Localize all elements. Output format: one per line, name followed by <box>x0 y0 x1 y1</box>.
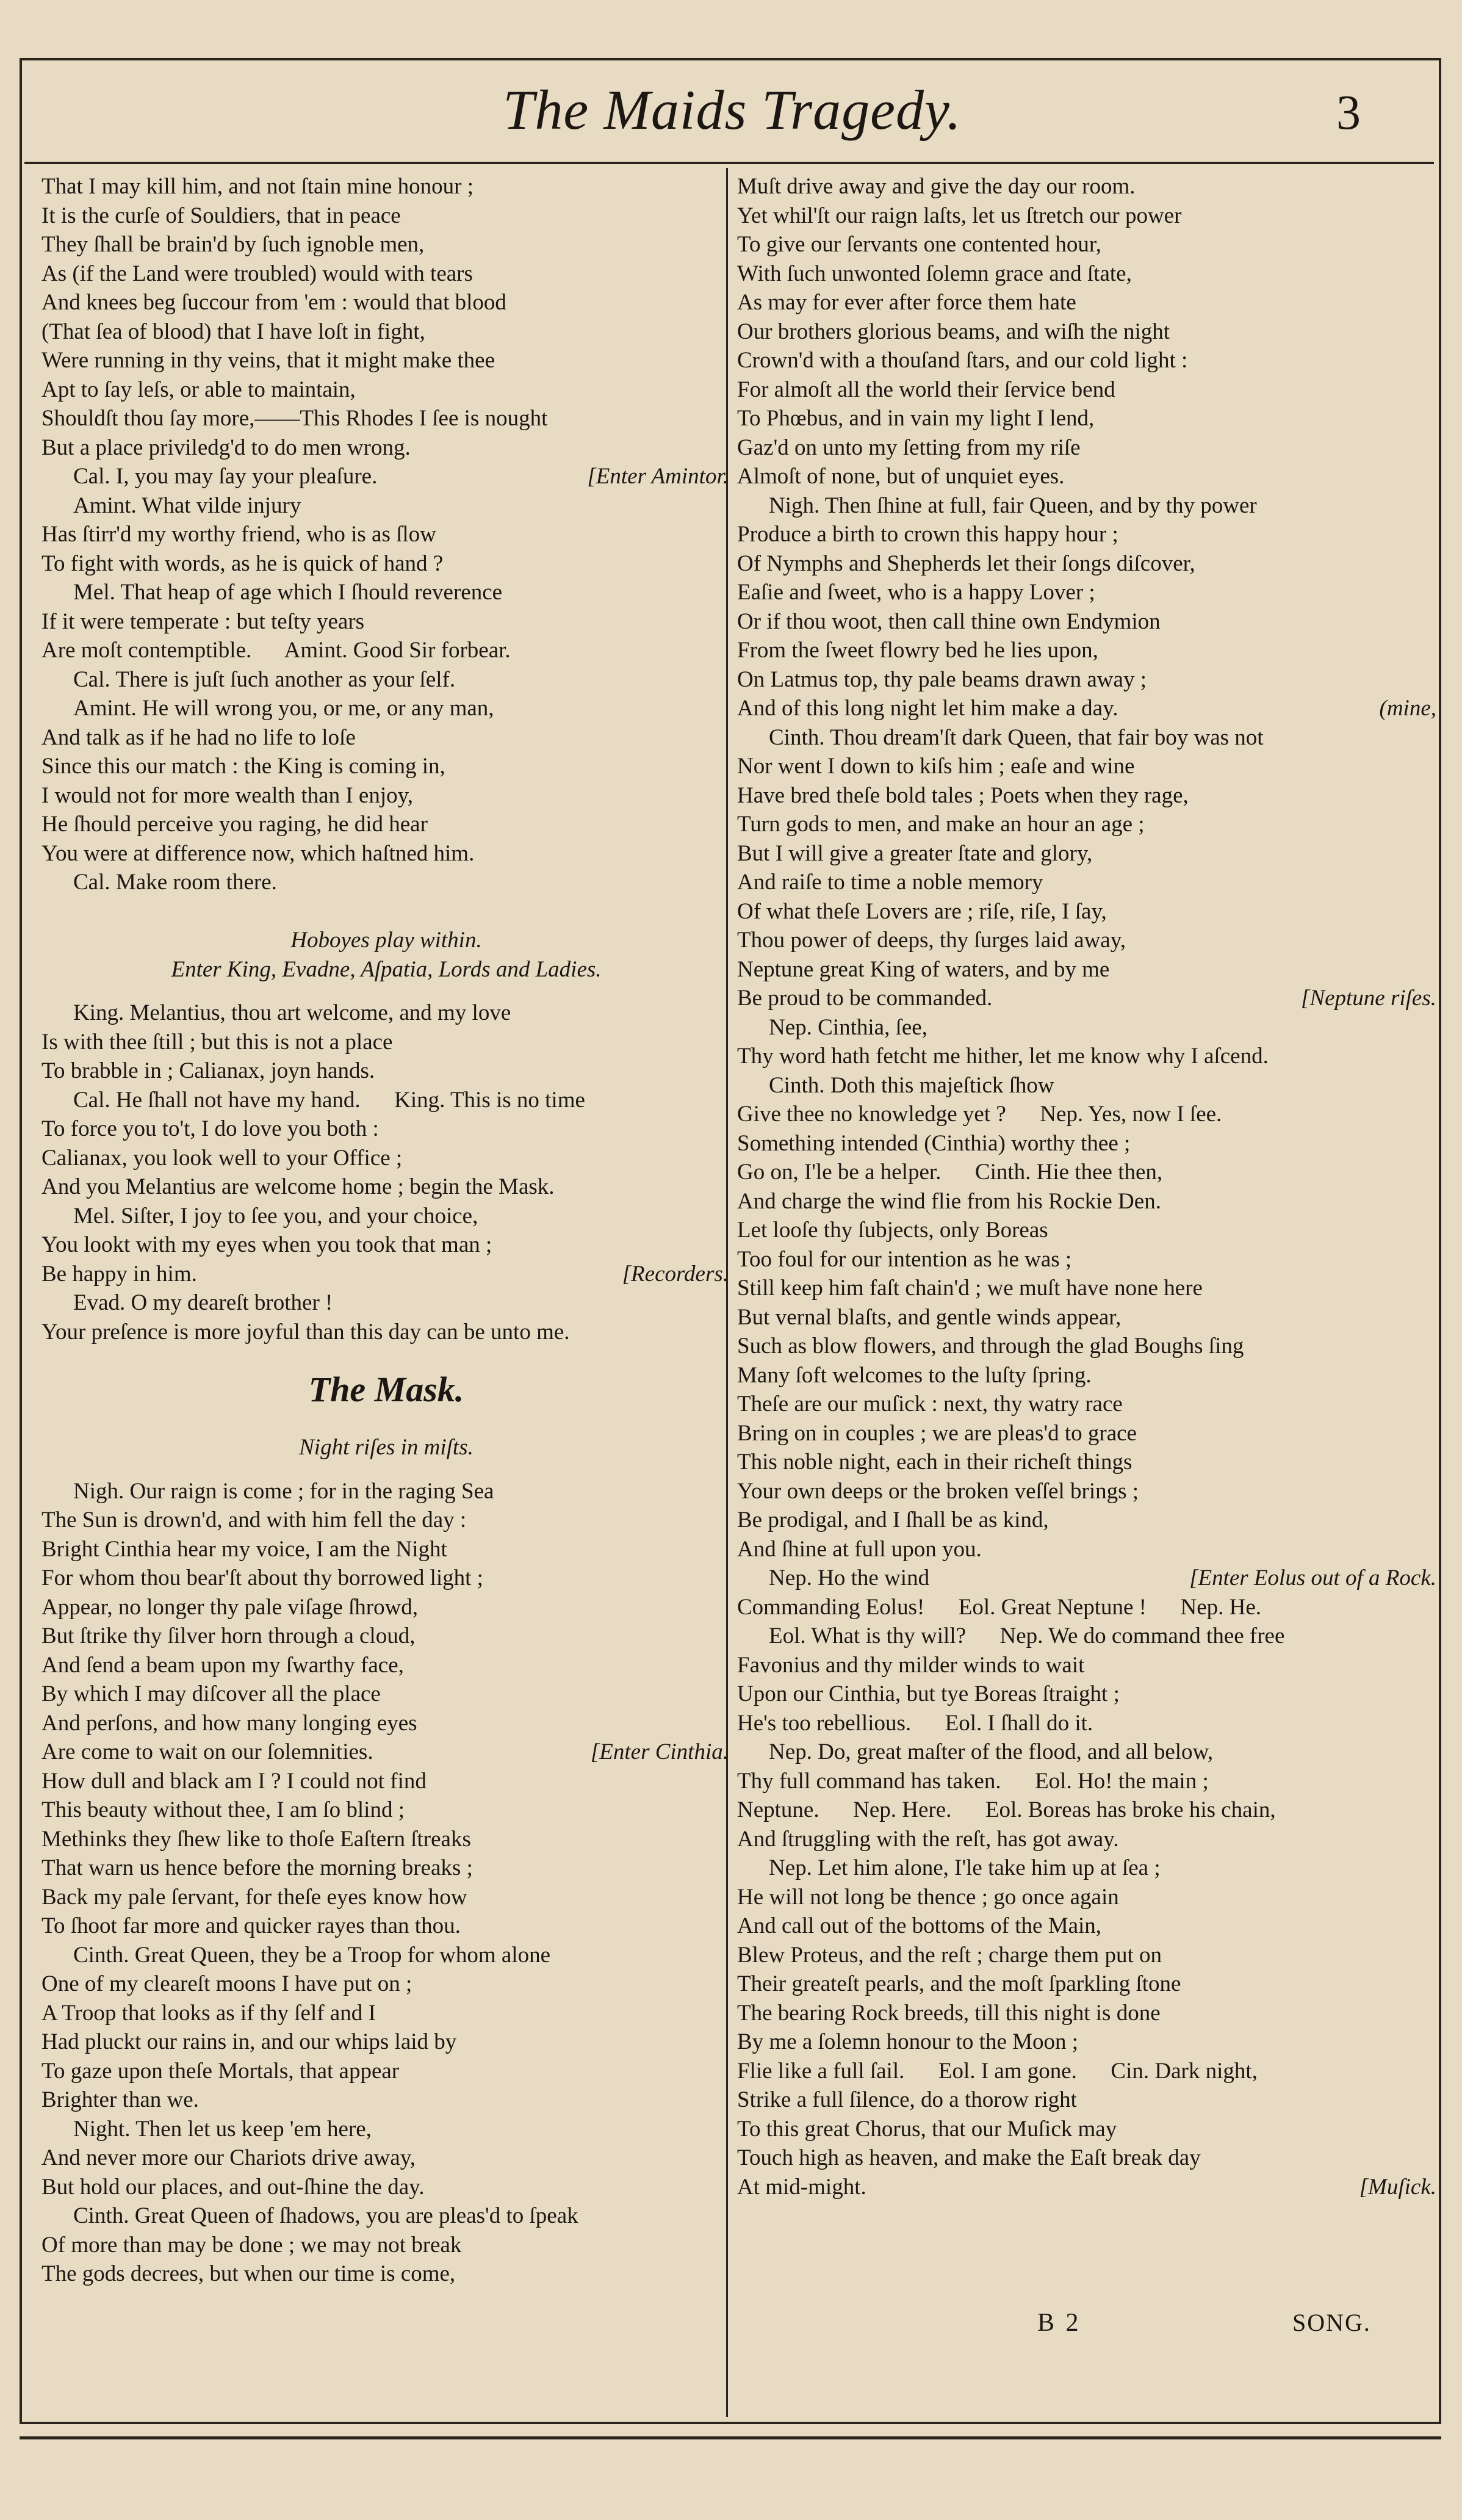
text-line <box>737 1767 1439 1796</box>
text-line <box>41 752 731 781</box>
text-line <box>41 1854 731 1883</box>
line-text: Thy full command has taken. Eol. Ho! the main ; <box>737 1768 1209 1794</box>
line-text: Such as blow flowers, and through the glad Boughs ſing <box>737 1334 1244 1359</box>
line-text: And knees beg ſuccour from 'em : would that blood <box>41 290 506 315</box>
line-text: Nep. Let him alone, I'le take him up at ſea ; <box>769 1855 1161 1880</box>
text-line <box>41 1796 731 1825</box>
text-line <box>737 1361 1439 1390</box>
line-text: Mel. That heap of age which I ſhould reverence <box>73 580 503 605</box>
line-text: Be prodigal, and I ſhall be as kind, <box>737 1507 1049 1533</box>
text-line <box>41 1318 731 1347</box>
line-text: But ſtrike thy ſilver horn through a cloud, <box>41 1623 416 1648</box>
line-text: To fight with words, as he is quick of hand ? <box>41 551 444 576</box>
line-text: It is the curſe of Souldiers, that in peace <box>41 203 401 228</box>
marginal-stage-direction: [Recorders. <box>622 1261 729 1287</box>
text-line <box>41 781 731 811</box>
text-line <box>41 839 731 868</box>
line-text: Apt to ſay leſs, or able to maintain, <box>41 377 356 402</box>
text-line <box>41 578 731 607</box>
text-line <box>41 1941 731 1970</box>
line-text: And ſtruggling with the reſt, has got away. <box>737 1826 1119 1852</box>
text-line <box>737 1390 1439 1419</box>
line-text: To gaze upon theſe Mortals, that appear <box>41 2058 400 2084</box>
text-line <box>737 694 1439 723</box>
text-line <box>41 2173 731 2202</box>
text-line <box>41 1999 731 2028</box>
line-text: That warn us hence before the morning breaks ; <box>41 1855 473 1880</box>
line-text: To ſhoot far more and quicker rayes than thou. <box>41 1913 461 1938</box>
text-line <box>41 317 731 347</box>
line-text: Back my pale ſervant, for theſe eyes know how <box>41 1884 467 1910</box>
line-text: To force you to't, I do love you both : <box>41 1116 379 1141</box>
text-line <box>737 1419 1439 1448</box>
line-text: You were at difference now, which haſtned him. <box>41 840 475 866</box>
text-line <box>41 1651 731 1680</box>
text-line <box>737 1477 1439 1506</box>
text-line <box>737 433 1439 463</box>
text-line <box>737 375 1439 405</box>
line-text: Nep. Do, great maſter of the flood, and all below, <box>769 1739 1214 1764</box>
line-text: Is with thee ſtill ; but this is not a place <box>41 1029 393 1055</box>
line-text: Cal. I, you may ſay your pleaſure. <box>73 464 378 489</box>
text-line <box>41 549 731 579</box>
text-line <box>41 1028 731 1057</box>
text-line <box>41 1622 731 1651</box>
line-text: Eaſie and ſweet, who is a happy Lover ; <box>737 580 1095 605</box>
line-text: Were running in thy veins, that it might make thee <box>41 348 495 373</box>
line-text: A Troop that looks as if thy ſelf and I <box>41 2000 376 2026</box>
line-text: As may for ever after force them hate <box>737 290 1076 315</box>
line-text: Be happy in him. <box>41 1261 197 1287</box>
line-text: To give our ſervants one contented hour, <box>737 232 1102 257</box>
line-text: Nigh. Our raign is come ; for in the raging Sea <box>73 1478 494 1504</box>
line-text: Has ſtirr'd my worthy friend, who is as ſlow <box>41 522 436 547</box>
text-line <box>737 1912 1439 1941</box>
line-text: Many ſoft welcomes to the luſty ſpring. <box>737 1362 1092 1388</box>
header-rule <box>24 162 1434 164</box>
text-line <box>41 998 731 1028</box>
text-line <box>737 607 1439 637</box>
section-heading <box>41 1361 731 1418</box>
line-text: And perſons, and how many longing eyes <box>41 1710 417 1736</box>
running-title: The Maids Tragedy. <box>503 79 962 141</box>
text-line <box>737 2143 1439 2173</box>
line-text: Your own deeps or the broken veſſel brings ; <box>737 1478 1139 1504</box>
line-text: The gods decrees, but when our time is come, <box>41 2261 456 2286</box>
text-line <box>737 1738 1439 1767</box>
line-text: Neptune. Nep. Here. Eol. Boreas has broke his chain, <box>737 1797 1276 1822</box>
line-text: For whom thou bear'ſt about thy borrowed light ; <box>41 1565 483 1590</box>
text-line <box>737 926 1439 955</box>
line-text: He's too rebellious. Eol. I ſhall do it. <box>737 1710 1093 1736</box>
text-line <box>737 1216 1439 1245</box>
text-line <box>737 288 1439 317</box>
text-line <box>737 2115 1439 2144</box>
text-line <box>41 1709 731 1738</box>
line-text: Calianax, you look well to your Office ; <box>41 1145 403 1171</box>
line-text: And charge the wind flie from his Rockie Den. <box>737 1188 1161 1214</box>
line-text: Shouldſt thou ſay more,——This Rhodes I ſee is nought <box>41 406 548 431</box>
line-text: Nor went I down to kiſs him ; eaſe and wine <box>737 754 1135 779</box>
text-line <box>41 2259 731 2289</box>
text-line <box>737 1100 1439 1129</box>
text-line <box>737 491 1439 521</box>
line-text: This noble night, each in their richeſt things <box>737 1450 1133 1475</box>
line-text: Are come to wait on our ſolemnities. <box>41 1739 373 1764</box>
line-text: Produce a birth to crown this happy hour ; <box>737 522 1118 547</box>
stage-direction <box>41 926 731 955</box>
line-text: On Latmus top, thy pale beams drawn away ; <box>737 666 1147 692</box>
line-text: At mid-might. <box>737 2174 866 2200</box>
line-text: Blew Proteus, and the reſt ; charge them put on <box>737 1942 1162 1968</box>
line-text: Their greateſt pearls, and the moſt ſparkling ſtone <box>737 1971 1181 1996</box>
line-text: By which I may diſcover all the place <box>41 1681 381 1706</box>
text-line <box>41 810 731 839</box>
text-line <box>737 2027 1439 2057</box>
line-text: Eol. What is thy will? Nep. We do command thee free <box>769 1623 1285 1648</box>
line-text: Cinth. Doth this majeſtick ſhow <box>769 1072 1054 1098</box>
text-line <box>41 404 731 433</box>
line-text: Brighter than we. <box>41 2087 199 2112</box>
text-line <box>41 1593 731 1622</box>
text-line <box>737 1825 1439 1854</box>
text-line <box>41 636 731 665</box>
text-line <box>41 2143 731 2173</box>
line-text: For almoſt all the world their ſervice bend <box>737 377 1115 402</box>
text-line <box>41 491 731 521</box>
text-line <box>737 172 1439 201</box>
text-line <box>41 375 731 405</box>
text-line <box>737 1042 1439 1071</box>
text-line <box>41 1230 731 1260</box>
text-line <box>737 781 1439 811</box>
line-text: He will not long be thence ; go once again <box>737 1884 1119 1910</box>
text-line <box>737 1622 1439 1651</box>
line-text: If it were temperate : but teſty years <box>41 608 365 634</box>
line-text: Hoboyes play within. <box>290 928 482 953</box>
text-line <box>41 1260 731 1289</box>
text-line <box>737 230 1439 259</box>
line-text: (That ſea of blood) that I have loſt in fight, <box>41 319 425 344</box>
text-line <box>737 2085 1439 2115</box>
text-line <box>41 1172 731 1202</box>
line-text: He ſhould perceive you raging, he did hear <box>41 812 428 837</box>
text-line <box>41 723 731 753</box>
line-text: By me a ſolemn honour to the Moon ; <box>737 2029 1079 2054</box>
text-line <box>737 1680 1439 1709</box>
text-line <box>41 2057 731 2086</box>
line-text: Appear, no longer thy pale viſage ſhrowd, <box>41 1594 419 1620</box>
text-line <box>737 462 1439 491</box>
text-line <box>737 810 1439 839</box>
line-text: And ſend a beam upon my ſwarthy face, <box>41 1652 404 1678</box>
line-text: Evad. O my deareſt brother ! <box>73 1290 333 1315</box>
line-text: Your preſence is more joyful than this day can be unto me. <box>41 1319 570 1345</box>
text-line <box>737 984 1439 1013</box>
line-text: Bring on in couples ; we are pleas'd to grace <box>737 1420 1137 1446</box>
text-line <box>737 2173 1439 2202</box>
line-text: Yet whil'ſt our raign laſts, let us ſtretch our power <box>737 203 1182 228</box>
text-line <box>41 201 731 231</box>
line-text: Flie like a full ſail. Eol. I am gone. Cin. Dark night, <box>737 2058 1258 2084</box>
text-line <box>41 607 731 637</box>
marginal-stage-direction: [Enter Cinthia. <box>590 1739 729 1764</box>
text-line <box>41 868 731 897</box>
blank-line <box>41 1418 731 1433</box>
text-line <box>41 172 731 201</box>
text-line <box>737 1941 1439 1970</box>
text-line <box>737 549 1439 579</box>
text-line <box>737 1303 1439 1332</box>
marginal-stage-direction: [Enter Amintor. <box>587 464 729 489</box>
line-text: But vernal blaſts, and gentle winds appear, <box>737 1304 1122 1330</box>
line-text: Since this our match : the King is coming in, <box>41 754 445 779</box>
text-line <box>41 1825 731 1854</box>
line-text: One of my cleareſt moons I have put on ; <box>41 1971 412 1996</box>
text-line <box>41 2085 731 2115</box>
line-text: The Sun is drown'd, and with him fell the day : <box>41 1507 467 1533</box>
text-line <box>737 1129 1439 1158</box>
line-text: Theſe are our muſick : next, thy watry race <box>737 1392 1123 1417</box>
text-line <box>737 839 1439 868</box>
line-text: Too foul for our intention as he was ; <box>737 1246 1072 1272</box>
text-line <box>41 1086 731 1115</box>
text-line <box>737 1274 1439 1303</box>
text-line <box>737 665 1439 695</box>
line-text: To brabble in ; Calianax, joyn hands. <box>41 1058 375 1083</box>
line-text: And you Melantius are welcome home ; begin the Mask. <box>41 1174 555 1199</box>
text-line <box>41 462 731 491</box>
text-line <box>737 1999 1439 2028</box>
text-line <box>41 1767 731 1796</box>
line-text: With ſuch unwonted ſolemn grace and ſtate, <box>737 261 1132 286</box>
line-text: Or if thou woot, then call thine own Endymion <box>737 608 1161 634</box>
marginal-stage-direction: (mine, <box>1379 696 1436 721</box>
catchword: SONG. <box>1292 2309 1371 2336</box>
line-text: Cinth. Great Queen of ſhadows, you are pleas'd to ſpeak <box>73 2203 578 2228</box>
line-text: And call out of the bottoms of the Main, <box>737 1913 1102 1938</box>
signature-mark: B 2 <box>1037 2309 1081 2337</box>
line-text: How dull and black am I ? I could not find <box>41 1768 427 1794</box>
text-line <box>737 1448 1439 1477</box>
text-line <box>41 694 731 723</box>
line-text: Thy word hath fetcht me hither, let me know why I aſcend. <box>737 1044 1269 1069</box>
line-text: And ſhine at full upon you. <box>737 1536 982 1562</box>
line-text: But hold our places, and out-ſhine the day. <box>41 2174 425 2200</box>
stage-direction <box>41 1433 731 1462</box>
line-text: Cinth. Thou dream'ſt dark Queen, that fair boy was not <box>769 724 1264 750</box>
line-text: Let looſe thy ſubjects, only Boreas <box>737 1218 1048 1243</box>
line-text: The bearing Rock breeds, till this night is done <box>737 2000 1161 2026</box>
line-text: To this great Chorus, that our Muſick may <box>737 2116 1117 2142</box>
text-line <box>737 317 1439 347</box>
text-line <box>737 404 1439 433</box>
text-line <box>737 1245 1439 1274</box>
text-line <box>41 1202 731 1231</box>
text-line <box>737 1593 1439 1622</box>
text-line <box>737 1709 1439 1738</box>
line-text: But a place priviledg'd to do men wrong. <box>41 435 411 460</box>
line-text: Be proud to be commanded. <box>737 986 993 1011</box>
text-line <box>41 2027 731 2057</box>
text-line <box>41 1883 731 1912</box>
line-text: Nep. Ho the wind <box>769 1565 930 1590</box>
line-text: Our brothers glorious beams, and wiſh the night <box>737 319 1170 344</box>
left-column <box>41 172 731 2289</box>
text-line <box>41 1056 731 1086</box>
line-text: Go on, I'le be a helper. Cinth. Hie thee then, <box>737 1160 1163 1185</box>
line-text: Night. Then let us keep 'em here, <box>73 2116 372 2142</box>
line-text: And talk as if he had no life to loſe <box>41 724 356 750</box>
line-text: They ſhall be brain'd by ſuch ignoble men, <box>41 232 425 257</box>
stage-direction <box>41 955 731 984</box>
text-line <box>41 665 731 695</box>
bottom-rule <box>20 2436 1441 2439</box>
line-text: From the ſweet flowry bed he lies upon, <box>737 638 1098 663</box>
text-line <box>737 578 1439 607</box>
page-number: 3 <box>1336 86 1361 140</box>
line-text: Almoſt of none, but of unquiet eyes. <box>737 464 1065 489</box>
text-line <box>737 868 1439 897</box>
text-line <box>737 1071 1439 1100</box>
line-text: Have bred theſe bold tales ; Poets when they rage, <box>737 782 1189 808</box>
text-line <box>737 752 1439 781</box>
text-line <box>41 1912 731 1941</box>
text-line <box>737 1796 1439 1825</box>
text-line <box>41 230 731 259</box>
text-line <box>737 520 1439 549</box>
text-line <box>41 1535 731 1564</box>
text-line <box>41 1738 731 1767</box>
line-text: Had pluckt our rains in, and our whips laid by <box>41 2029 457 2054</box>
line-text: Of Nymphs and Shepherds let their ſongs diſcover, <box>737 551 1195 576</box>
line-text: Bright Cinthia hear my voice, I am the Night <box>41 1536 447 1562</box>
line-text: Turn gods to men, and make an hour an age ; <box>737 812 1145 837</box>
text-line <box>737 201 1439 231</box>
line-text: Cal. He ſhall not have my hand. King. This is no time <box>73 1087 585 1113</box>
text-line <box>41 1288 731 1318</box>
line-text: Gaz'd on unto my ſetting from my riſe <box>737 435 1081 460</box>
text-line <box>41 1564 731 1593</box>
text-line <box>737 636 1439 665</box>
blank-line <box>41 1462 731 1477</box>
line-text: To Phœbus, and in vain my light I lend, <box>737 406 1095 431</box>
text-line <box>41 1680 731 1709</box>
text-line <box>737 346 1439 375</box>
line-text: And never more our Chariots drive away, <box>41 2145 416 2170</box>
line-text: Neptune great King of waters, and by me <box>737 956 1110 982</box>
text-line <box>737 1506 1439 1535</box>
text-line <box>737 1332 1439 1361</box>
line-text: Something intended (Cinthia) worthy thee ; <box>737 1130 1131 1156</box>
line-text: Cinth. Great Queen, they be a Troop for whom alone <box>73 1942 550 1968</box>
text-line <box>737 2057 1439 2086</box>
line-text: Cal. Make room there. <box>73 870 277 895</box>
marginal-stage-direction: [Muſick. <box>1359 2174 1436 2200</box>
text-line <box>737 1158 1439 1187</box>
text-line <box>41 259 731 289</box>
line-text: Still keep him faſt chain'd ; we muſt have none here <box>737 1276 1203 1301</box>
line-text: And raiſe to time a noble memory <box>737 870 1043 895</box>
right-column <box>737 172 1439 2201</box>
text-line <box>737 1883 1439 1912</box>
text-line <box>41 2231 731 2260</box>
text-line <box>737 723 1439 753</box>
line-text: I would not for more wealth than I enjoy, <box>41 782 413 808</box>
line-text: Give thee no knowledge yet ? Nep. Yes, now I ſee. <box>737 1102 1222 1127</box>
marginal-stage-direction: [Enter Eolus out of a Rock. <box>1189 1565 1436 1590</box>
line-text: You lookt with my eyes when you took that man ; <box>41 1232 492 1257</box>
line-text: Muſt drive away and give the day our room. <box>737 174 1136 199</box>
text-line <box>41 520 731 549</box>
text-line <box>737 1651 1439 1680</box>
text-line <box>41 288 731 317</box>
text-line <box>737 1013 1439 1042</box>
line-text: But I will give a greater ſtate and glory, <box>737 840 1093 866</box>
line-text: As (if the Land were troubled) would with tears <box>41 261 473 286</box>
line-text: Upon our Cinthia, but tye Boreas ſtraight ; <box>737 1681 1120 1706</box>
line-text: Crown'd with a thouſand ſtars, and our cold light : <box>737 348 1188 373</box>
line-text: Amint. What vilde injury <box>73 493 301 518</box>
text-line <box>41 433 731 463</box>
line-text: Of what theſe Lovers are ; riſe, riſe, I ſay, <box>737 898 1107 924</box>
text-line <box>41 2201 731 2231</box>
line-text: Thou power of deeps, thy ſurges laid away, <box>737 928 1126 953</box>
line-text: King. Melantius, thou art welcome, and my love <box>73 1000 511 1025</box>
text-line <box>41 2115 731 2144</box>
text-line <box>737 1564 1439 1593</box>
text-line <box>41 1506 731 1535</box>
text-line <box>41 1477 731 1506</box>
line-text: Strike a full ſilence, do a thorow right <box>737 2087 1077 2112</box>
blank-line <box>41 984 731 998</box>
text-line <box>737 1969 1439 1999</box>
text-line <box>737 259 1439 289</box>
text-line <box>737 897 1439 926</box>
line-text: Of more than may be done ; we may not break <box>41 2232 462 2258</box>
line-text: Touch high as heaven, and make the Eaſt break day <box>737 2145 1201 2170</box>
text-line <box>41 1969 731 1999</box>
line-text: Night riſes in miſts. <box>299 1435 474 1460</box>
text-line <box>737 1187 1439 1216</box>
line-text: That I may kill him, and not ſtain mine honour ; <box>41 174 474 199</box>
line-text: And of this long night let him make a day. <box>737 696 1118 721</box>
blank-line <box>41 897 731 926</box>
text-line <box>41 1144 731 1173</box>
line-text: Mel. Siſter, I joy to ſee you, and your choice, <box>73 1203 478 1229</box>
line-text: Nigh. Then ſhine at full, fair Queen, and by thy power <box>769 493 1257 518</box>
line-text: Are moſt contemptible. Amint. Good Sir forbear. <box>41 638 511 663</box>
line-text: The Mask. <box>308 1370 464 1409</box>
text-line <box>41 1114 731 1144</box>
line-text: Enter King, Evadne, Aſpatia, Lords and Ladies. <box>171 956 602 982</box>
line-text: Methinks they ſhew like to thoſe Eaſtern ſtreaks <box>41 1826 471 1852</box>
marginal-stage-direction: [Neptune riſes. <box>1301 986 1436 1011</box>
text-line <box>737 955 1439 984</box>
line-text: This beauty without thee, I am ſo blind ; <box>41 1797 405 1822</box>
text-line <box>737 1535 1439 1564</box>
line-text: Favonius and thy milder winds to wait <box>737 1652 1085 1678</box>
blank-line <box>41 1346 731 1361</box>
line-text: Nep. Cinthia, ſee, <box>769 1014 927 1040</box>
text-line <box>737 1854 1439 1883</box>
line-text: Amint. He will wrong you, or me, or any man, <box>73 696 494 721</box>
line-text: Commanding Eolus! Eol. Great Neptune ! Nep. He. <box>737 1594 1262 1620</box>
text-line <box>41 346 731 375</box>
line-text: Cal. There is juſt ſuch another as your ſelf. <box>73 666 456 692</box>
